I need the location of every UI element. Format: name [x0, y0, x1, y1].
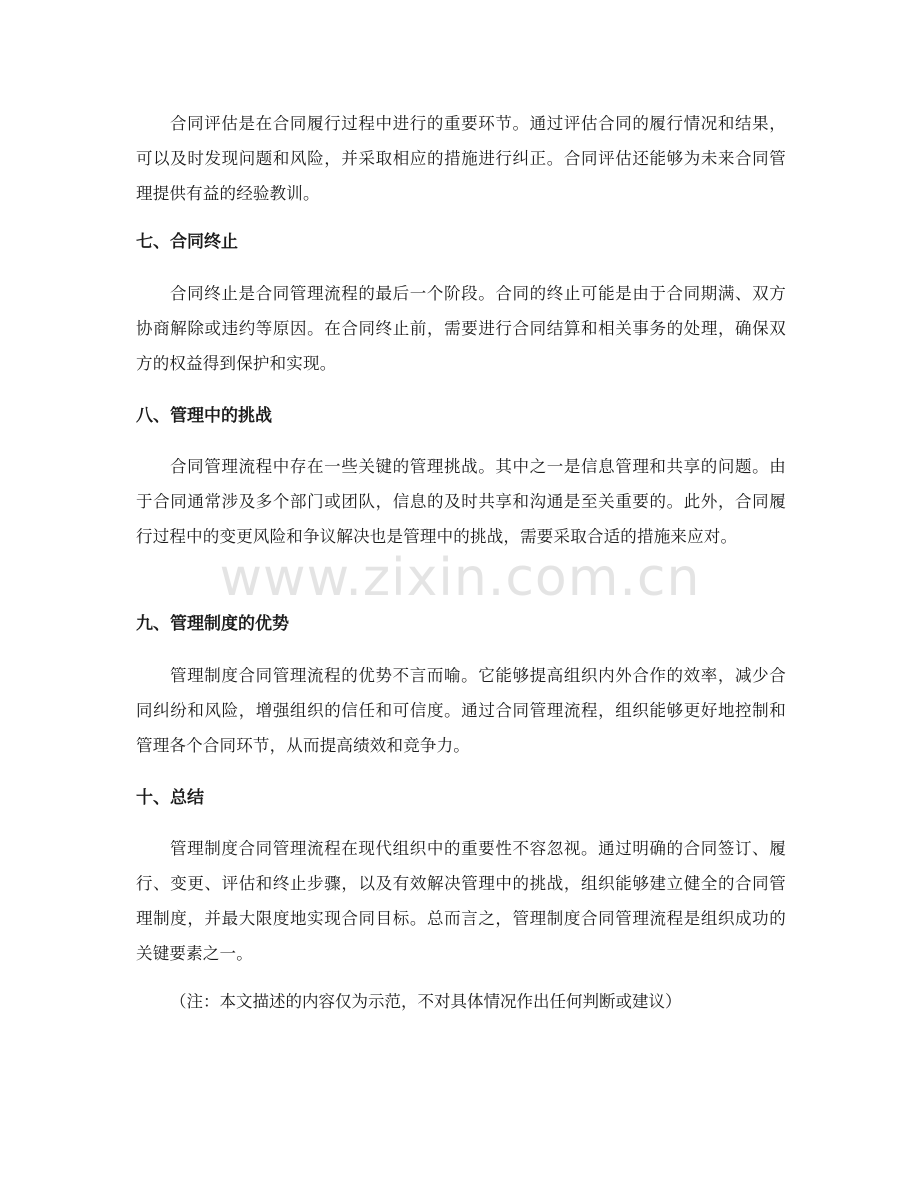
heading-contract-termination: 七、合同终止 [136, 232, 238, 252]
heading-management-challenges: 八、管理中的挑战 [136, 406, 272, 426]
watermark: www.zixin.com.cn [219, 548, 701, 608]
disclaimer-note: （注：本文描述的内容仅为示范，不对具体情况作出任何判断或建议） [170, 992, 682, 1011]
paragraph-contract-evaluation: 合同评估是在合同履行过程中进行的重要环节。通过评估合同的履行情况和结果，可以及时发现问题和风险，并采取相应的措施进行纠正。合同评估还能够为未来合同管理提供有益的经验教训。 [136, 114, 786, 203]
paragraph-summary: 管理制度合同管理流程在现代组织中的重要性不容忽视。通过明确的合同签订、履行、变更、评估和终止步骤，以及有效解决管理中的挑战，组织能够建立健全的合同管理制度，并最大限度地实现合同目标。总而言之，管理制度合同管理流程是组织成功的关键要素之一。 [136, 839, 786, 963]
heading-system-advantages: 九、管理制度的优势 [136, 614, 289, 634]
paragraph-contract-termination: 合同终止是合同管理流程的最后一个阶段。合同的终止可能是由于合同期满、双方协商解除或违约等原因。在合同终止前，需要进行合同结算和相关事务的处理，确保双方的权益得到保护和实现。 [136, 284, 786, 373]
heading-summary: 十、总结 [136, 788, 204, 808]
paragraph-system-advantages: 管理制度合同管理流程的优势不言而喻。它能够提高组织内外合作的效率，减少合同纠纷和风险，增强组织的信任和可信度。通过合同管理流程，组织能够更好地控制和管理各个合同环节，从而提高绩效和竞争力。 [136, 666, 786, 755]
paragraph-management-challenges: 合同管理流程中存在一些关键的管理挑战。其中之一是信息管理和共享的问题。由于合同通常涉及多个部门或团队，信息的及时共享和沟通是至关重要的。此外，合同履行过程中的变更风险和争议解决也是管理中的挑战，需要采取合适的措施来应对。 [136, 457, 786, 546]
